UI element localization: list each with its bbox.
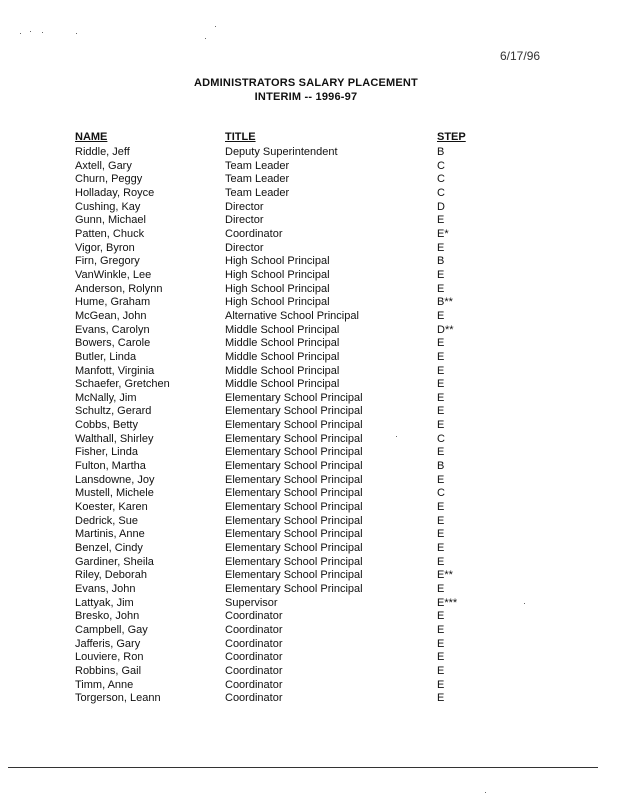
cell-name: Bowers, Carole xyxy=(75,337,151,350)
cell-title: Coordinator xyxy=(225,637,283,650)
table-row xyxy=(0,255,624,269)
table-row xyxy=(0,392,624,406)
cell-name: Bresko, John xyxy=(75,610,140,623)
cell-step: E xyxy=(437,610,445,623)
table-row xyxy=(0,638,624,652)
cell-step: B xyxy=(437,146,445,158)
table-row xyxy=(0,515,624,529)
table-row xyxy=(0,610,624,624)
cell-title: Elementary School Principal xyxy=(225,542,363,555)
cell-title: Supervisor xyxy=(225,596,278,609)
table-row xyxy=(0,446,624,460)
cell-name: Manfott, Virginia xyxy=(75,364,155,377)
cell-name: Holladay, Royce xyxy=(75,186,155,199)
cell-title: Team Leader xyxy=(225,186,290,199)
cell-step: E xyxy=(437,309,445,322)
cell-step: E xyxy=(437,623,445,636)
cell-step: E xyxy=(437,350,445,363)
column-header-name: NAME xyxy=(75,131,108,143)
cell-title: Elementary School Principal xyxy=(225,487,363,500)
cell-title: Deputy Superintendent xyxy=(225,146,338,158)
table-row xyxy=(0,310,624,324)
table-row xyxy=(0,228,624,242)
cell-step: E xyxy=(437,391,445,404)
cell-name: Lattyak, Jim xyxy=(75,596,134,609)
cell-step: E xyxy=(437,214,445,227)
table-row xyxy=(0,501,624,515)
table-row xyxy=(0,433,624,447)
table-row xyxy=(0,146,624,160)
cell-title: Middle School Principal xyxy=(225,378,340,391)
cell-name: Campbell, Gay xyxy=(75,623,148,636)
cell-title: Team Leader xyxy=(225,173,290,186)
cell-step: E xyxy=(437,473,445,486)
cell-title: Elementary School Principal xyxy=(225,583,363,595)
cell-step: E xyxy=(437,583,445,595)
document-date: 6/17/96 xyxy=(500,49,541,63)
cell-title: Elementary School Principal xyxy=(225,419,363,432)
cell-step: E xyxy=(437,446,445,459)
cell-step: E xyxy=(437,364,445,377)
cell-name: Riddle, Jeff xyxy=(75,146,130,158)
cell-name: McGean, John xyxy=(75,309,147,322)
cell-step: E xyxy=(437,419,445,432)
table-row xyxy=(0,474,624,488)
cell-name: Benzel, Cindy xyxy=(75,542,143,555)
table-row xyxy=(0,419,624,433)
cell-name: Riley, Deborah xyxy=(75,569,147,582)
cell-name: Evans, Carolyn xyxy=(75,323,150,336)
table-row xyxy=(0,187,624,201)
column-header-title: TITLE xyxy=(225,131,256,143)
cell-title: Elementary School Principal xyxy=(225,528,363,541)
cell-step: E xyxy=(437,337,445,350)
cell-name: Evans, John xyxy=(75,583,136,595)
cell-title: Coordinator xyxy=(225,610,283,623)
cell-title: Elementary School Principal xyxy=(225,432,363,445)
cell-step: E** xyxy=(437,569,453,582)
cell-title: High School Principal xyxy=(225,282,330,295)
table-row xyxy=(0,296,624,310)
table-row xyxy=(0,528,624,542)
table-row xyxy=(0,651,624,665)
cell-step: E xyxy=(437,678,445,691)
cell-title: Elementary School Principal xyxy=(225,555,363,568)
cell-title: Coordinator xyxy=(225,227,283,240)
cell-step: E xyxy=(437,651,445,664)
cell-name: Hume, Graham xyxy=(75,296,151,309)
cell-title: Alternative School Principal xyxy=(225,309,359,322)
cell-title: Elementary School Principal xyxy=(225,514,363,527)
cell-name: Fisher, Linda xyxy=(75,446,138,459)
table-row xyxy=(0,405,624,419)
cell-step: B xyxy=(437,255,445,268)
cell-name: Koester, Karen xyxy=(75,501,148,514)
table-row xyxy=(0,556,624,570)
cell-title: Coordinator xyxy=(225,692,283,705)
table-row xyxy=(0,214,624,228)
table-row xyxy=(0,378,624,392)
cell-step: B** xyxy=(437,296,453,309)
cell-title: Elementary School Principal xyxy=(225,391,363,404)
cell-title: Coordinator xyxy=(225,651,283,664)
cell-step: E xyxy=(437,664,445,677)
cell-name: Firn, Gregory xyxy=(75,255,140,268)
table-row xyxy=(0,242,624,256)
column-header-step: STEP xyxy=(437,131,466,143)
cell-step: C xyxy=(437,173,445,186)
cell-title: High School Principal xyxy=(225,296,330,309)
table-row xyxy=(0,487,624,501)
cell-title: Coordinator xyxy=(225,678,283,691)
cell-title: Middle School Principal xyxy=(225,350,340,363)
table-row xyxy=(0,365,624,379)
table-row xyxy=(0,569,624,583)
cell-name: Dedrick, Sue xyxy=(75,514,138,527)
cell-title: Director xyxy=(225,214,264,227)
cell-title: High School Principal xyxy=(225,268,330,281)
table-row xyxy=(0,201,624,215)
cell-title: Elementary School Principal xyxy=(225,405,363,418)
cell-step: E xyxy=(437,528,445,541)
cell-step: E* xyxy=(437,227,449,240)
table-row xyxy=(0,624,624,638)
cell-name: Walthall, Shirley xyxy=(75,432,154,445)
cell-step: E xyxy=(437,542,445,555)
cell-name: Robbins, Gail xyxy=(75,664,142,677)
cell-step: C xyxy=(437,186,445,199)
cell-title: Elementary School Principal xyxy=(225,501,363,514)
cell-name: Jafferis, Gary xyxy=(75,637,141,650)
cell-name: Martinis, Anne xyxy=(75,528,145,541)
cell-name: Mustell, Michele xyxy=(75,487,154,500)
table-row xyxy=(0,324,624,338)
table-row xyxy=(0,665,624,679)
cell-name: Fulton, Martha xyxy=(75,460,146,473)
cell-name: Axtell, Gary xyxy=(75,159,132,172)
cell-step: D** xyxy=(437,323,454,336)
cell-title: Director xyxy=(225,241,264,254)
cell-name: Torgerson, Leann xyxy=(75,692,161,705)
cell-title: Elementary School Principal xyxy=(225,473,363,486)
table-row xyxy=(0,597,624,611)
cell-name: Butler, Linda xyxy=(75,350,137,363)
cell-step: C xyxy=(437,159,445,172)
cell-name: McNally, Jim xyxy=(75,391,137,404)
cell-title: Elementary School Principal xyxy=(225,569,363,582)
cell-name: Churn, Peggy xyxy=(75,173,143,186)
table-row xyxy=(0,679,624,693)
cell-title: Middle School Principal xyxy=(225,364,340,377)
cell-step: E xyxy=(437,637,445,650)
cell-step: E xyxy=(437,405,445,418)
table-row xyxy=(0,692,624,706)
cell-step: E xyxy=(437,282,445,295)
cell-name: Gunn, Michael xyxy=(75,214,146,227)
cell-name: Schaefer, Gretchen xyxy=(75,378,170,391)
cell-name: Gardiner, Sheila xyxy=(75,555,154,568)
cell-name: Lansdowne, Joy xyxy=(75,473,155,486)
cell-step: E xyxy=(437,268,445,281)
salary-table xyxy=(0,146,624,706)
document-subtitle: INTERIM -- 1996-97 xyxy=(254,91,358,103)
cell-step: E xyxy=(437,378,445,391)
cell-name: Cobbs, Betty xyxy=(75,419,138,432)
cell-title: Team Leader xyxy=(225,159,290,172)
table-row xyxy=(0,160,624,174)
cell-step: E xyxy=(437,501,445,514)
cell-name: VanWinkle, Lee xyxy=(75,268,152,281)
cell-step: E xyxy=(437,555,445,568)
table-row xyxy=(0,173,624,187)
cell-name: Louviere, Ron xyxy=(75,651,144,664)
table-row xyxy=(0,542,624,556)
cell-name: Cushing, Kay xyxy=(75,200,141,213)
cell-name: Anderson, Rolynn xyxy=(75,282,163,295)
cell-step: E xyxy=(437,692,445,705)
cell-step: D xyxy=(437,200,445,213)
footer-rule xyxy=(8,767,598,768)
cell-title: Middle School Principal xyxy=(225,337,340,350)
table-row xyxy=(0,351,624,365)
cell-step: C xyxy=(437,432,445,445)
document-title: ADMINISTRATORS SALARY PLACEMENT xyxy=(194,77,418,89)
cell-title: Elementary School Principal xyxy=(225,446,363,459)
table-row xyxy=(0,269,624,283)
cell-name: Schultz, Gerard xyxy=(75,405,152,418)
cell-title: High School Principal xyxy=(225,255,330,268)
cell-name: Timm, Anne xyxy=(75,678,134,691)
cell-step: E xyxy=(437,241,445,254)
cell-title: Elementary School Principal xyxy=(225,460,363,473)
cell-step: E*** xyxy=(437,596,458,609)
cell-name: Patten, Chuck xyxy=(75,227,145,240)
cell-step: E xyxy=(437,514,445,527)
cell-title: Middle School Principal xyxy=(225,323,340,336)
cell-step: C xyxy=(437,487,445,500)
table-row xyxy=(0,460,624,474)
cell-step: B xyxy=(437,460,445,473)
cell-title: Coordinator xyxy=(225,664,283,677)
table-row xyxy=(0,583,624,597)
table-row xyxy=(0,337,624,351)
cell-title: Director xyxy=(225,200,264,213)
cell-title: Coordinator xyxy=(225,623,283,636)
table-row xyxy=(0,283,624,297)
cell-name: Vigor, Byron xyxy=(75,241,135,254)
